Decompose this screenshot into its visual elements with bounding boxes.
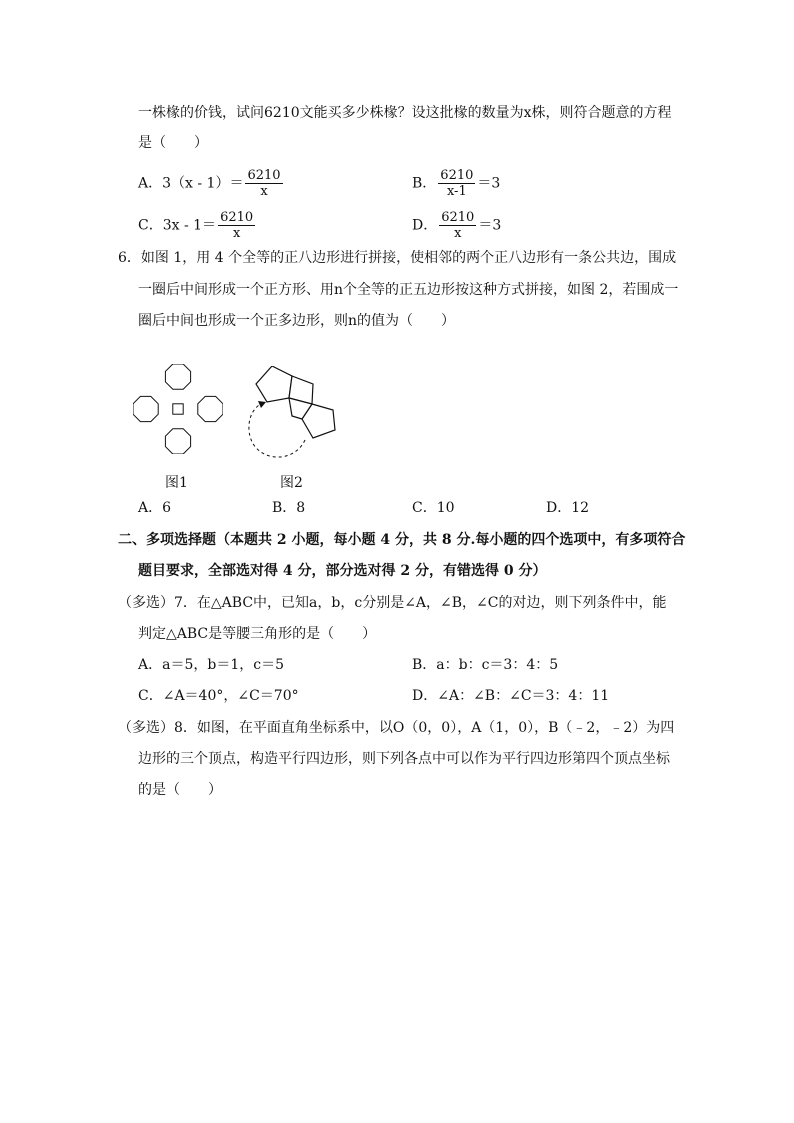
q8-stem-line-3: 的是（ ） bbox=[138, 782, 222, 798]
q5-option-a-prefix: A．3（x - 1）＝ bbox=[138, 175, 244, 192]
center-square bbox=[173, 404, 183, 414]
q5-stem-line-2: 是（ ） bbox=[138, 135, 208, 151]
q5-option-c bbox=[138, 210, 257, 241]
octagon-left bbox=[133, 396, 158, 421]
denominator: x bbox=[232, 226, 241, 241]
q5-option-d-prefix: D． bbox=[412, 217, 438, 234]
q7-stem-line-2: 判定△ABC是等腰三角形的是（ ） bbox=[138, 626, 377, 642]
q6-option-d: D．12 bbox=[546, 500, 590, 516]
pentagon-1 bbox=[256, 366, 292, 402]
q5-option-d-suffix: ＝3 bbox=[478, 217, 502, 234]
figure-2-pentagons bbox=[245, 366, 345, 466]
section-2-heading-line-1: 二、多项选择题（本题共 2 小题，每小题 4 分，共 8 分.每小题的四个选项中，有多项符合 bbox=[118, 532, 686, 548]
q5-stem-line-1: 一株椽的价钱，试问6210文能买多少株椽？设这批椽的数量为x株，则符合题意的方程 bbox=[138, 105, 672, 121]
q7-option-c: C．∠A＝40°，∠C＝70° bbox=[138, 688, 299, 704]
octagon-bottom bbox=[165, 429, 190, 454]
section-2-heading-line-2: 题目要求，全部选对得 4 分，部分选对得 2 分，有错选得 0 分） bbox=[138, 563, 547, 579]
denominator: x-1 bbox=[446, 184, 467, 199]
denominator: x bbox=[260, 184, 268, 199]
q7-stem-line-1: （多选）7．在△ABC中，已知a，b，c分别是∠A，∠B，∠C的对边，则下列条件中，能 bbox=[118, 595, 667, 611]
q7-option-d: D．∠A：∠B：∠C＝3：4：11 bbox=[412, 688, 610, 704]
denominator: x bbox=[454, 226, 462, 241]
octagon-top bbox=[165, 364, 190, 389]
q6-option-c: C．10 bbox=[412, 500, 455, 516]
q5-option-b-prefix: B． bbox=[412, 175, 437, 192]
q6-option-a: A．6 bbox=[138, 500, 172, 516]
arrow-head-icon bbox=[258, 401, 266, 408]
q7-option-b: B．a：b：c＝3：4：5 bbox=[412, 657, 559, 673]
figure-1-caption: 图1 bbox=[165, 475, 188, 491]
q8-stem-line-2: 边形的三个顶点，构造平行四边形，则下列各点中可以作为平行四边形第四个顶点坐标 bbox=[138, 751, 670, 767]
figure-1-octagons bbox=[133, 364, 223, 454]
octagon-right bbox=[198, 396, 223, 421]
q5-option-b bbox=[412, 168, 500, 199]
fraction bbox=[438, 168, 475, 199]
q7-option-a: A．a＝5，b＝1，c＝5 bbox=[138, 657, 284, 673]
q6-option-b: B．8 bbox=[272, 500, 306, 516]
fraction bbox=[439, 210, 476, 241]
q6-stem-line-2: 一圈后中间形成一个正方形、用n个全等的正五边形按这种方式拼接，如图 2，若围成一 bbox=[138, 282, 679, 298]
q5-option-d bbox=[412, 210, 501, 241]
q6-stem-line-3: 圈后中间也形成一个正多边形，则n的值为（ ） bbox=[138, 313, 456, 329]
numerator: 6210 bbox=[441, 210, 475, 225]
q6-stem-line-1: 6．如图 1，用 4 个全等的正八边形进行拼接，使相邻的两个正八边形有一条公共边，围成 bbox=[118, 250, 677, 266]
figure-2-caption: 图2 bbox=[280, 475, 303, 491]
numerator: 6210 bbox=[247, 168, 281, 183]
q5-option-c-prefix: C．3x - 1＝ bbox=[138, 217, 217, 234]
fraction bbox=[218, 210, 255, 241]
fraction bbox=[245, 168, 282, 199]
q8-stem-line-1: （多选）8．如图，在平面直角坐标系中，以O（0，0），A（1，0），B（﹣2，﹣2）为四 bbox=[118, 720, 675, 736]
q5-option-a bbox=[138, 168, 285, 199]
numerator: 6210 bbox=[220, 210, 254, 225]
numerator: 6210 bbox=[440, 168, 474, 183]
q5-option-b-suffix: ＝3 bbox=[477, 175, 501, 192]
